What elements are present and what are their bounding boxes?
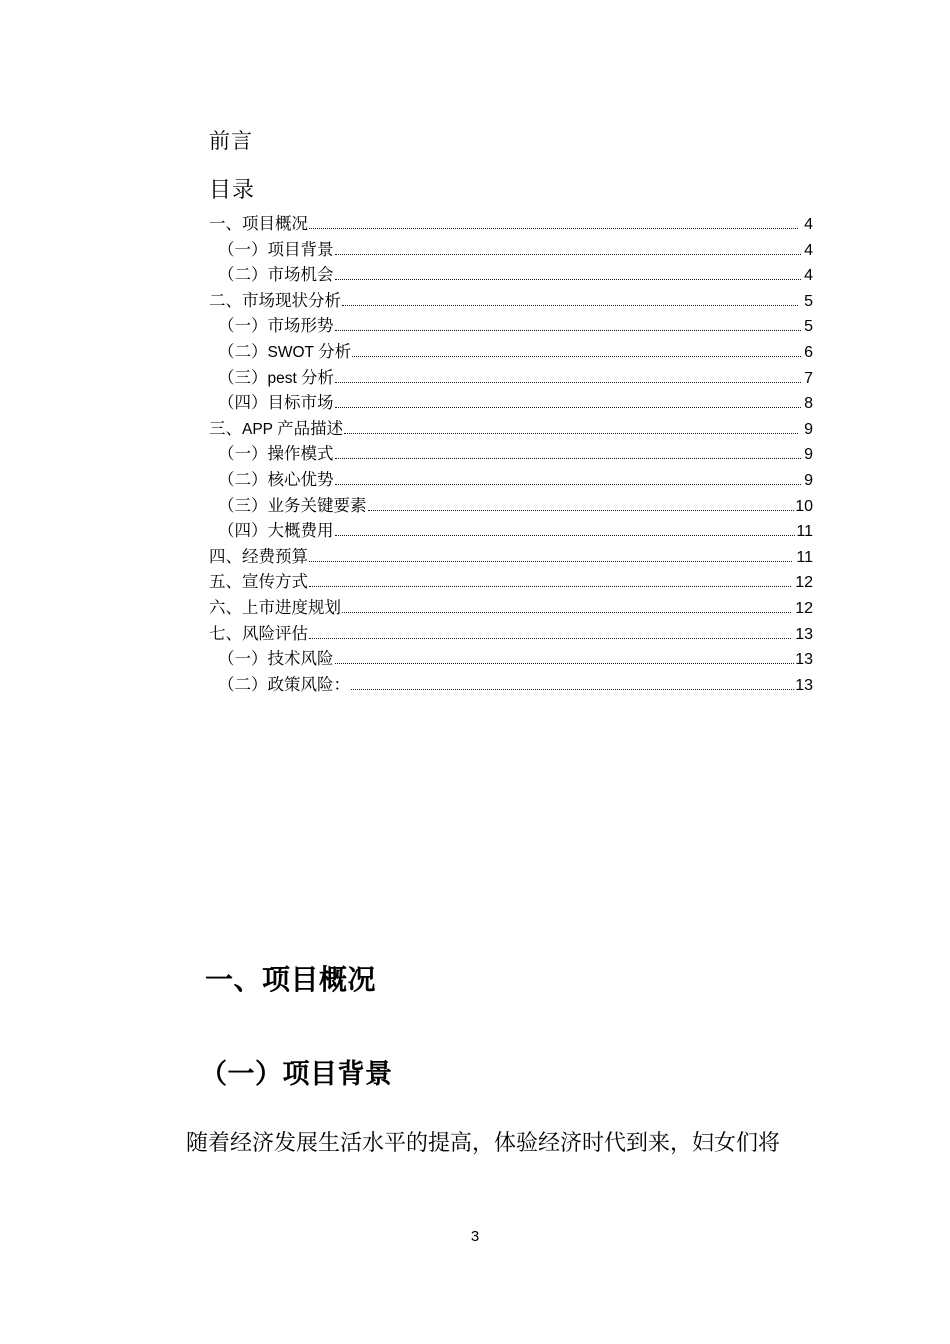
toc-entry-page: 4 — [804, 267, 813, 285]
toc-entry[interactable] — [209, 416, 813, 442]
toc-entry-label: （一）项目背景 — [218, 239, 334, 259]
toc-entry-page: 12 — [795, 599, 813, 617]
toc-dot-leader — [352, 356, 801, 357]
toc-entry-page: 9 — [804, 446, 813, 464]
toc-entry-page: 10 — [795, 497, 813, 515]
toc-dot-leader — [335, 279, 802, 280]
toc-entry-page: 9 — [804, 471, 813, 489]
toc-entry[interactable] — [209, 621, 813, 647]
toc-entry-label: 二、市场现状分析 — [209, 290, 341, 310]
toc-dot-leader — [368, 510, 795, 511]
section-heading-1: 一、项目概况 — [205, 965, 377, 996]
toc-entry-page: 5 — [804, 292, 813, 310]
toc-entry-label: 四、经费预算 — [209, 546, 308, 566]
toc-entry-page: 11 — [796, 523, 813, 541]
toc-entry-page: 4 — [804, 216, 813, 233]
toc-dot-leader — [309, 561, 792, 562]
toc-dot-leader — [335, 382, 801, 383]
toc-dot-leader — [309, 638, 791, 639]
toc-entry-page: 6 — [804, 343, 813, 361]
toc-entry-page: 5 — [804, 318, 813, 336]
toc-entry[interactable] — [209, 237, 813, 263]
page-number: 3 — [470, 1228, 480, 1245]
toc-dot-leader — [335, 458, 802, 459]
toc-dot-leader — [335, 663, 795, 664]
toc-entry-page: 4 — [804, 241, 813, 259]
toc-entry[interactable] — [209, 262, 813, 288]
toc-entry-label: 一、项目概况 — [209, 214, 308, 233]
toc-entry-page: 12 — [795, 574, 813, 592]
toc-entry[interactable] — [209, 211, 813, 237]
toc-entry-page: 8 — [804, 395, 813, 413]
toc-entry[interactable] — [209, 441, 813, 467]
toc-dot-leader — [335, 254, 802, 255]
toc-entry-page: 9 — [804, 420, 813, 438]
toc-entry-label: （一）市场形势 — [218, 316, 334, 336]
toc-entry-label: （一）技术风险 — [218, 649, 334, 669]
body-paragraph: 随着经济发展生活水平的提高，体验经济时代到来，妇女们将 — [186, 1130, 781, 1155]
toc-dot-leader — [351, 689, 794, 690]
toc-dot-leader — [335, 484, 802, 485]
toc-entry[interactable] — [209, 595, 813, 621]
toc-entry-label: （四）大概费用 — [218, 521, 334, 541]
toc-entry[interactable] — [209, 288, 813, 314]
toc-entry-label: （二）市场机会 — [218, 265, 334, 285]
toc-dot-leader — [342, 612, 791, 613]
toc-dot-leader — [342, 305, 798, 306]
toc-entry[interactable] — [209, 544, 813, 570]
section-heading-2: （一）项目背景 — [200, 1059, 393, 1089]
toc-entry-page: 13 — [795, 625, 813, 643]
toc-dot-leader — [344, 433, 798, 434]
toc-entry[interactable] — [209, 313, 813, 339]
toc-dot-leader — [309, 228, 798, 229]
toc-entry[interactable] — [209, 518, 813, 544]
toc-entry-label: （三）pest 分析 — [218, 367, 334, 387]
toc-entry-label: 六、上市进度规划 — [209, 597, 341, 617]
toc-dot-leader — [335, 330, 802, 331]
toc-dot-leader — [335, 535, 796, 536]
toc-entry-label: （二）政策风险： — [218, 674, 350, 694]
toc-entry[interactable] — [209, 569, 813, 595]
toc-entry[interactable] — [209, 467, 813, 493]
toc-entry[interactable] — [209, 493, 813, 519]
toc-dot-leader — [309, 586, 791, 587]
toc-entry-label: （二）SWOT 分析 — [218, 341, 352, 361]
toc-entry-page: 13 — [795, 676, 813, 694]
table-of-contents — [209, 211, 813, 697]
toc-entry[interactable] — [209, 339, 813, 365]
toc-entry-label: （四）目标市场 — [218, 393, 334, 413]
toc-entry[interactable] — [209, 646, 813, 672]
toc-entry-label: 五、宣传方式 — [209, 572, 308, 592]
toc-entry-label: （三）业务关键要素 — [218, 495, 367, 515]
toc-entry-page: 7 — [804, 369, 813, 387]
toc-dot-leader — [335, 407, 802, 408]
toc-entry-label: 三、APP 产品描述 — [209, 418, 344, 438]
toc-entry-page: 11 — [796, 548, 813, 566]
toc-entry[interactable] — [209, 672, 813, 698]
toc-entry-label: 七、风险评估 — [209, 623, 308, 643]
toc-entry[interactable] — [209, 365, 813, 391]
toc-heading: 目录 — [209, 177, 256, 202]
toc-entry-page: 13 — [795, 651, 813, 669]
toc-entry[interactable] — [209, 390, 813, 416]
toc-entry-label: （一）操作模式 — [218, 444, 334, 464]
toc-entry-label: （二）核心优势 — [218, 469, 334, 489]
preface-heading: 前言 — [209, 129, 253, 153]
